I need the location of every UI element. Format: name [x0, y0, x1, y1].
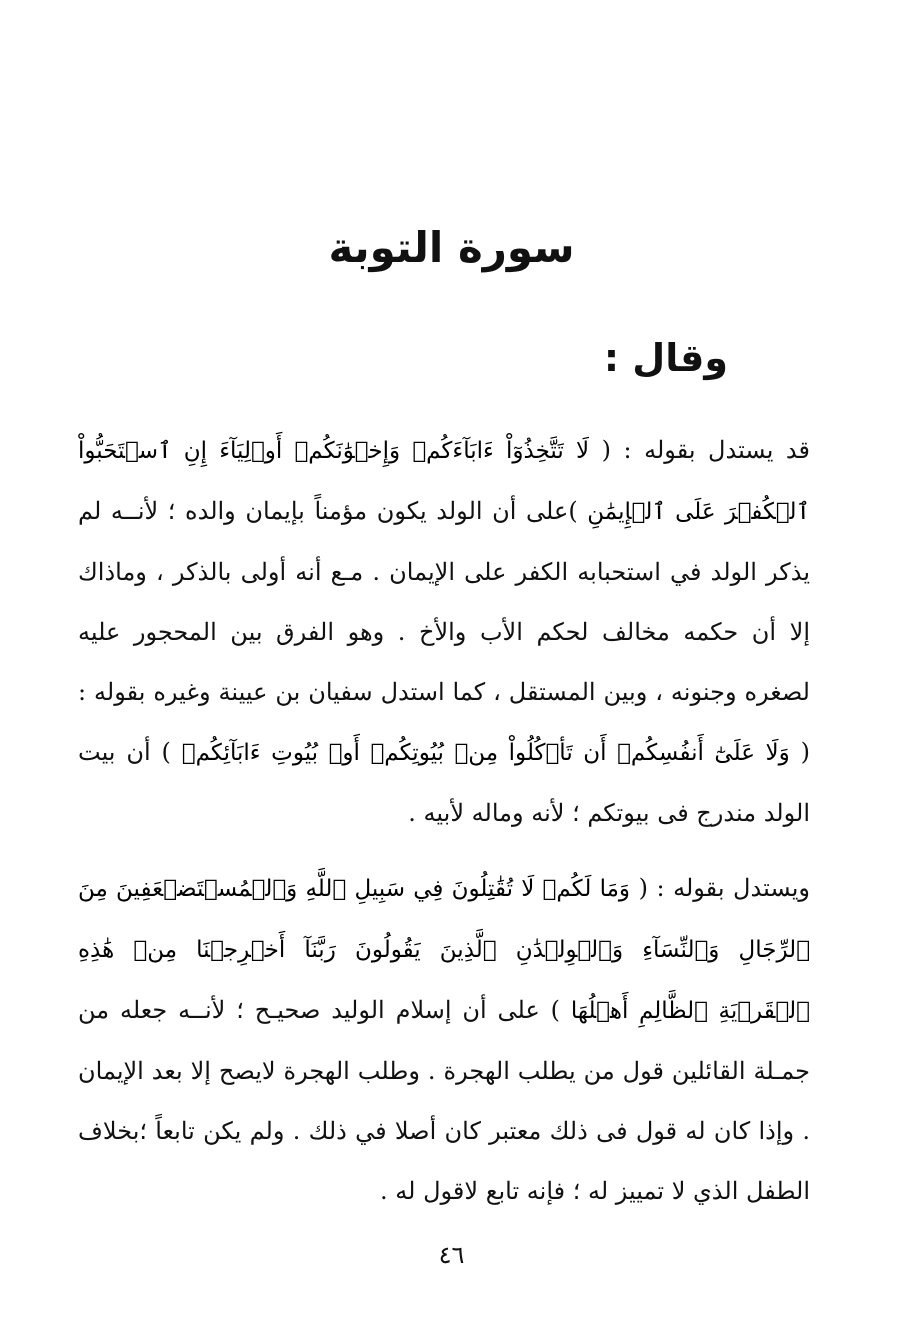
surah-title: سورة التوبة: [328, 223, 575, 272]
quran-verse-2: وَلَا عَلَىٰٓ أَنفُسِكُمۡ أَن تَأۡكُلُواْ مِنۢ بُيُوتِكُمۡ أَوۡ بُيُوتِ ءَابَآئِكُمۡ: [181, 740, 790, 766]
paragraph-1-intro: قد يستدل بقوله : (: [601, 436, 810, 464]
paragraph-2-intro: ويستدل بقوله : (: [638, 874, 810, 902]
quran-verse-3: وَمَا لَكُمۡ لَا تُقَٰتِلُونَ فِي سَبِيلِ ٱللَّهِ وَٱلۡمُسۡتَضۡعَفِينَ مِنَ ٱلرِّجَالِ وَٱلنِّسَآءِ وَٱلۡوِلۡدَٰنِ ٱلَّذِينَ يَقُولُونَ رَبَّنَآ أَخۡرِجۡنَا مِنۡ هَٰذِهِ ٱلۡقَرۡيَةِ ٱلظَّالِمِ أَهۡلُهَا: [78, 876, 810, 1024]
paragraph-1: [78, 420, 810, 843]
quran-verse-1: لَا تَتَّخِذُوٓاْ ءَابَآءَكُمۡ وَإِخۡوَٰنَكُمۡ أَوۡلِيَآءَ إِنِ ٱسۡتَحَبُّواْ ٱلۡكُفۡرَ عَلَى ٱلۡإِيمَٰنِ: [78, 438, 810, 525]
paragraph-1-body: )على أن الولد يكون مؤمناً بإيمان والده ؛ لأنــه لم يذكر الولد في استحبابه الكفر على الإيمان . مـع أنه أولى بالذكر ، وماذاك إلا أن حكمه مخالف لحكم الأب والأخ . وهو الفرق بين المحجور عليه لصغره وجنونه ، وبين المستقل ، كما استدل سفيان بن عيينة وغيره بقوله : (: [78, 497, 810, 766]
paragraph-2: [78, 858, 810, 1221]
paragraph-1-end: ) أن بيت الولد مندرج فى بيوتكم ؛ لأنه وماله لأبيه .: [78, 738, 810, 827]
page-number: ٤٦: [438, 1241, 465, 1269]
section-heading: وقال :: [603, 336, 728, 380]
paragraph-2-body: ) على أن إسلام الوليد صحيـح ؛ لأنــه جعله من جمـلة القائلين قول من يطلب الهجرة . وطلب الهجرة لايصح إلا بعد الإيمان . وإذا كان له قول فى ذلك معتبر كان أصلا في ذلك . ولم يكن تابعاً ؛بخلاف الطفل الذي لا تمييز له ؛ فإنه تابع لاقول له .: [78, 996, 810, 1205]
